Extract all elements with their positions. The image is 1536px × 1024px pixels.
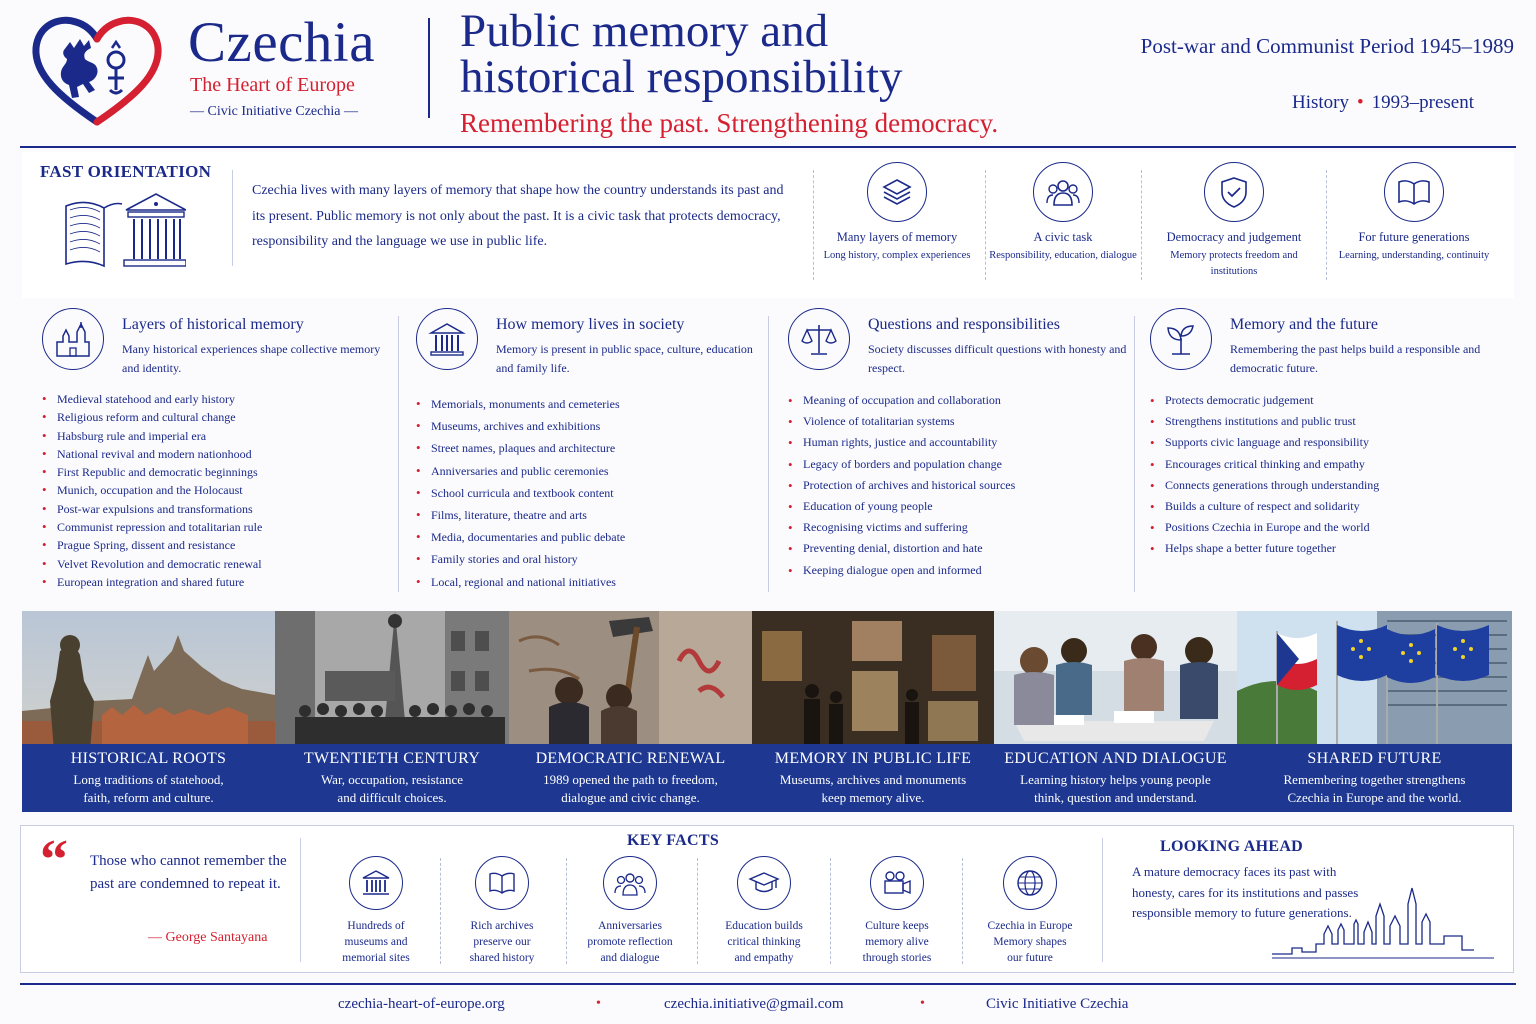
museum-icon (349, 856, 403, 910)
divider (1141, 170, 1142, 280)
panel-text: Long traditions of statehood, faith, reform and culture. (73, 772, 224, 805)
fo-item-desc: Memory protects freedom and institutions (1170, 250, 1298, 277)
list-item: • Positions Czechia in Europe and the world (1150, 517, 1379, 538)
divider (232, 170, 233, 266)
list-item: • Museums, archives and exhibitions (416, 415, 625, 437)
divider (697, 858, 698, 964)
list-item: • Supports civic language and responsibility (1150, 432, 1379, 453)
divider (830, 858, 831, 964)
key-facts-title: KEY FACTS (627, 832, 720, 849)
heart-lion-logo (30, 12, 165, 127)
panel-shared-future (1237, 611, 1512, 812)
column-list (1150, 390, 1379, 560)
fo-item-title: A civic task (1033, 230, 1093, 244)
panel-education-dialogue (994, 611, 1237, 812)
period-label: Post-war and Communist Period 1945–1989 (1140, 34, 1514, 58)
list-item: • Builds a culture of respect and solidarity (1150, 496, 1379, 517)
list-item: • Education of young people (788, 496, 1015, 517)
key-fact-text: Hundreds of museums and memorial sites (342, 920, 410, 964)
fo-item-desc: Responsibility, education, dialogue (989, 250, 1137, 261)
panel-caption (275, 744, 509, 812)
key-fact-text: Rich archives preserve our shared history (469, 920, 535, 964)
book-icon (475, 856, 529, 910)
panel-text: 1989 opened the path to freedom, dialogue and civic change. (543, 772, 718, 805)
column-desc: Memory is present in public space, culture, education and family life. (496, 342, 753, 375)
fo-item-civic-task (983, 162, 1143, 264)
fo-item-title: For future generations (1358, 230, 1470, 244)
divider (1102, 838, 1103, 962)
key-fact-item (566, 856, 694, 966)
list-item: • Munich, occupation and the Holocaust (42, 481, 262, 499)
panel-title: EDUCATION AND DIALOGUE (1004, 750, 1227, 767)
key-fact-item (966, 856, 1094, 966)
list-item: • Local, regional and national initiatives (416, 571, 625, 593)
group-icon (603, 856, 657, 910)
list-item: • Street names, plaques and architecture (416, 437, 625, 459)
history-years: 1993–present (1371, 92, 1475, 113)
fast-orientation-title: FAST ORIENTATION (40, 162, 212, 181)
quote-author: — George Santayana (148, 930, 268, 945)
panel-title: MEMORY IN PUBLIC LIFE (774, 750, 972, 767)
shield-check-icon (1204, 162, 1264, 222)
column-desc: Society discusses difficult questions with honesty and respect. (868, 342, 1127, 375)
fo-item-title: Many layers of memory (836, 230, 958, 244)
list-item: • Meaning of occupation and collaboration (788, 390, 1015, 411)
divider (962, 858, 963, 964)
panel-title: DEMOCRATIC RENEWAL (535, 750, 726, 767)
list-item: • European integration and shared future (42, 573, 262, 591)
fo-item-layers (817, 162, 977, 264)
list-item: • Keeping dialogue open and informed (788, 560, 1015, 581)
list-item: • Velvet Revolution and democratic renewal (42, 555, 262, 573)
history-label: History (1292, 92, 1349, 113)
list-item: • Communist repression and totalitarian rule (42, 518, 262, 536)
header-rule (20, 146, 1516, 148)
key-fact-item (700, 856, 828, 966)
column-title: How memory lives in society (496, 316, 685, 333)
list-item: • Helps shape a better future together (1150, 538, 1379, 559)
fo-item-desc: Long history, complex experiences (823, 250, 971, 261)
list-item: • Anniversaries and public ceremonies (416, 460, 625, 482)
people-icon (1033, 162, 1093, 222)
column-list (42, 390, 262, 591)
key-fact-item (312, 856, 440, 966)
divider (300, 838, 301, 962)
key-fact-item (438, 856, 566, 966)
layers-icon (867, 162, 927, 222)
page-title-line1: Public memory and (460, 5, 829, 57)
list-item: • National revival and modern nationhood (42, 445, 262, 463)
footer-rule (20, 983, 1516, 985)
list-item: • Films, literature, theatre and arts (416, 504, 625, 526)
prague-skyline-icon (1272, 878, 1494, 962)
divider (1326, 170, 1327, 280)
panel-title: HISTORICAL ROOTS (70, 750, 227, 767)
film-camera-icon (870, 856, 924, 910)
quote-text: Those who cannot remember the past are condemned to repeat it. (90, 853, 287, 892)
key-fact-text: Culture keeps memory alive through stories (862, 920, 932, 964)
panel-text: Learning history helps young people think, question and understand. (1020, 772, 1211, 805)
fast-orientation-text: Czechia lives with many layers of memory that shape how the country understands its past and its present. Public memory is not only about the past. It is a civic task that protects democracy, responsibility and the language we use in public life. (252, 183, 784, 249)
list-item: • Post-war expulsions and transformations (42, 500, 262, 518)
column-title: Layers of historical memory (122, 316, 304, 333)
list-item: • Protection of archives and historical sources (788, 475, 1015, 496)
panel-title: TWENTIETH CENTURY (303, 750, 481, 767)
list-item: • Legacy of borders and population change (788, 454, 1015, 475)
dot-separator: • (1357, 92, 1364, 113)
globe-icon (1003, 856, 1057, 910)
panel-text: War, occupation, resistance and difficult choices. (320, 772, 464, 805)
fo-item-desc: Learning, understanding, continuity (1338, 250, 1490, 261)
dot-separator: • (596, 996, 601, 1011)
column-desc: Remembering the past helps build a responsible and democratic future. (1230, 342, 1481, 375)
list-item: • School curricula and textbook content (416, 482, 625, 504)
brand-initiative: — Civic Initiative Czechia — (190, 104, 358, 119)
column-list (416, 393, 625, 593)
divider (813, 170, 814, 280)
page-subtitle: Remembering the past. Strengthening democracy. (460, 108, 999, 138)
panel-caption (509, 744, 752, 812)
list-item: • Preventing denial, distortion and hate (788, 538, 1015, 559)
footer (0, 996, 1536, 1018)
list-item: • Religious reform and cultural change (42, 408, 262, 426)
scales-icon (788, 308, 850, 370)
header-divider (428, 18, 430, 118)
list-item: • Encourages critical thinking and empathy (1150, 454, 1379, 475)
panel-text: Museums, archives and monuments keep memory alive. (779, 772, 967, 805)
looking-ahead-title: LOOKING AHEAD (1160, 838, 1304, 855)
divider (398, 316, 399, 592)
brand-title: Czechia (188, 11, 376, 74)
book-and-institution-illustration (62, 192, 186, 268)
fo-item-title: Democracy and judgement (1166, 230, 1302, 244)
list-item: • Recognising victims and suffering (788, 517, 1015, 538)
list-item: • Prague Spring, dissent and resistance (42, 536, 262, 554)
page-title-line2: historical responsibility (460, 51, 903, 103)
graduation-cap-icon (737, 856, 791, 910)
list-item: • Media, documentaries and public debate (416, 526, 625, 548)
quote-mark-icon: “ (40, 829, 68, 891)
column-title: Questions and responsibilities (868, 316, 1060, 333)
seedling-icon (1150, 308, 1212, 370)
dot-separator: • (920, 996, 925, 1011)
list-item: • Protects democratic judgement (1150, 390, 1379, 411)
open-book-icon (1384, 162, 1444, 222)
list-item: • Medieval statehood and early history (42, 390, 262, 408)
list-item: • Strengthens institutions and public trust (1150, 411, 1379, 432)
fo-item-democracy (1154, 162, 1314, 280)
key-fact-item (833, 856, 961, 966)
list-item: • First Republic and democratic beginnings (42, 463, 262, 481)
castle-icon (42, 308, 104, 370)
panel-title: SHARED FUTURE (1307, 750, 1442, 767)
divider (1134, 316, 1135, 592)
history-range (1292, 92, 1474, 114)
key-fact-text: Anniversaries promote reflection and dialogue (587, 920, 673, 964)
footer-website-link[interactable]: czechia-heart-of-europe.org (338, 996, 505, 1012)
footer-email-link[interactable]: czechia.initiative@gmail.com (664, 996, 844, 1012)
column-desc: Many historical experiences shape collective memory and identity. (122, 342, 381, 375)
footer-org: Civic Initiative Czechia (986, 996, 1129, 1012)
page-title (460, 5, 1020, 103)
panel-caption (994, 744, 1237, 812)
brand-tagline: The Heart of Europe (190, 74, 355, 96)
key-fact-text: Czechia in Europe Memory shapes our future (987, 920, 1073, 964)
institution-icon (416, 308, 478, 370)
looking-ahead-text: A mature democracy faces its past with honesty, cares for its institutions and passes responsible memory to future generations. (1132, 864, 1359, 920)
panel-caption (752, 744, 994, 812)
fo-item-future (1334, 162, 1494, 264)
panel-twentieth-century (275, 611, 509, 812)
panel-caption (1237, 744, 1512, 812)
panel-democratic-renewal (509, 611, 752, 812)
column-title: Memory and the future (1230, 316, 1378, 333)
panel-historical-roots (22, 611, 275, 812)
list-item: • Memorials, monuments and cemeteries (416, 393, 625, 415)
list-item: • Habsburg rule and imperial era (42, 427, 262, 445)
panel-memory-public-life (752, 611, 994, 812)
list-item: • Family stories and oral history (416, 548, 625, 570)
key-fact-text: Education builds critical thinking and empathy (725, 920, 803, 964)
list-item: • Connects generations through understanding (1150, 475, 1379, 496)
column-list (788, 390, 1015, 581)
list-item: • Human rights, justice and accountability (788, 432, 1015, 453)
panel-text: Remembering together strengthens Czechia in Europe and the world. (1283, 772, 1466, 805)
list-item: • Violence of totalitarian systems (788, 411, 1015, 432)
divider (768, 316, 769, 592)
panel-caption (22, 744, 275, 812)
